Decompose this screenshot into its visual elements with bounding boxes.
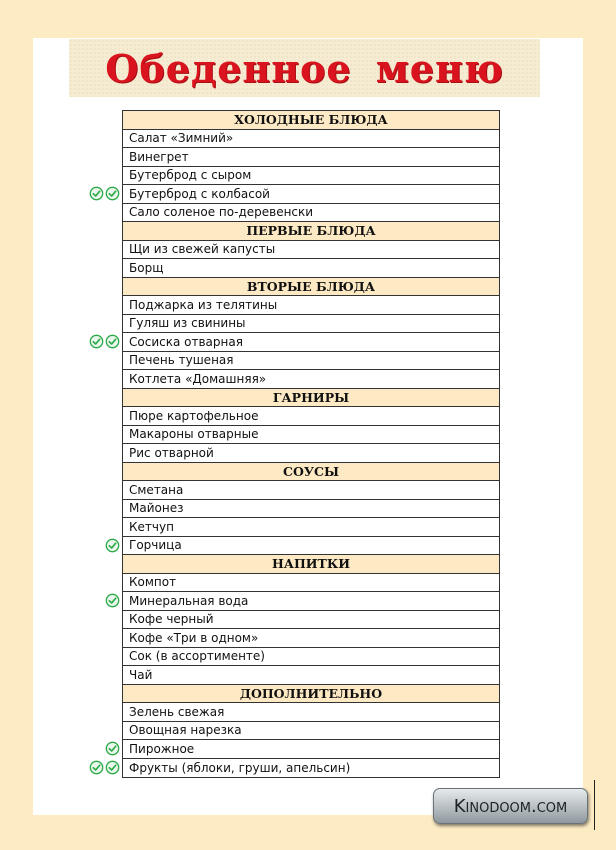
menu-item[interactable]	[123, 666, 499, 685]
check-circle-icon	[105, 334, 120, 349]
menu-item-label: Горчица	[129, 538, 182, 553]
menu-item-label: Кетчуп	[129, 519, 174, 534]
check-marks	[89, 185, 121, 203]
menu-item-label: Печень тушеная	[129, 353, 234, 368]
check-marks	[105, 537, 121, 555]
page-title: Обеденное меню	[105, 45, 504, 91]
menu-item[interactable]	[123, 537, 499, 556]
menu-item[interactable]	[123, 722, 499, 741]
section-header: СОУСЫ	[123, 463, 499, 482]
menu-item[interactable]	[123, 703, 499, 722]
menu-item-label: Овощная нарезка	[129, 723, 242, 738]
menu-item[interactable]	[123, 444, 499, 463]
section-header: ГАРНИРЫ	[123, 389, 499, 408]
menu-item[interactable]	[123, 241, 499, 260]
menu-item[interactable]	[123, 500, 499, 519]
menu-item[interactable]	[123, 352, 499, 371]
section-header: ХОЛОДНЫЕ БЛЮДА	[123, 111, 499, 130]
check-circle-icon	[89, 334, 104, 349]
menu-item-label: Чай	[129, 667, 153, 682]
menu-item-label: Пирожное	[129, 741, 195, 756]
menu-item[interactable]	[123, 592, 499, 611]
check-circle-icon	[105, 741, 120, 756]
check-marks	[89, 759, 121, 778]
menu-item-label: Кофе «Три в одном»	[129, 630, 259, 645]
menu-item[interactable]	[123, 204, 499, 223]
menu-item[interactable]	[123, 370, 499, 389]
menu-item-label: Минеральная вода	[129, 593, 249, 608]
menu-item[interactable]	[123, 333, 499, 352]
menu-item-label: Рис отварной	[129, 445, 214, 460]
menu-item-label: Компот	[129, 575, 177, 590]
menu-item[interactable]	[123, 518, 499, 537]
check-circle-icon	[89, 186, 104, 201]
check-circle-icon	[105, 186, 120, 201]
menu-item-label: Пюре картофельное	[129, 408, 259, 423]
menu-item-label: Гуляш из свинины	[129, 316, 246, 331]
menu-item-label: Салат «Зимний»	[129, 131, 234, 146]
menu-item-label: Кофе черный	[129, 612, 214, 627]
check-circle-icon	[89, 760, 104, 775]
menu-item[interactable]	[123, 185, 499, 204]
menu-table	[122, 110, 500, 778]
menu-item-label: Винегрет	[129, 149, 189, 164]
title-banner	[69, 39, 540, 97]
menu-item[interactable]	[123, 148, 499, 167]
menu-item[interactable]	[123, 574, 499, 593]
menu-item[interactable]	[123, 407, 499, 426]
menu-item[interactable]	[123, 426, 499, 445]
menu-item-label: Майонез	[129, 501, 184, 516]
menu-item[interactable]	[123, 481, 499, 500]
menu-item[interactable]	[123, 315, 499, 334]
menu-item-label: Зелень свежая	[129, 704, 225, 719]
menu-item[interactable]	[123, 167, 499, 186]
menu-item-label: Фрукты (яблоки, груши, апельсин)	[129, 760, 351, 775]
menu-item-label: Бутерброд с сыром	[129, 168, 252, 183]
logo-text: Kinodoom.com	[453, 795, 568, 817]
menu-item-label: Борщ	[129, 260, 164, 275]
menu-item[interactable]	[123, 648, 499, 667]
section-header: ДОПОЛНИТЕЛЬНО	[123, 685, 499, 704]
menu-item-label: Сметана	[129, 482, 184, 497]
menu-item[interactable]	[123, 130, 499, 149]
menu-item[interactable]	[123, 629, 499, 648]
menu-item[interactable]	[123, 259, 499, 278]
menu-item-label: Сосиска отварная	[129, 334, 243, 349]
section-header: ВТОРЫЕ БЛЮДА	[123, 278, 499, 297]
section-header: ПЕРВЫЕ БЛЮДА	[123, 222, 499, 241]
check-marks	[89, 333, 121, 351]
menu-item-label: Бутерброд с колбасой	[129, 186, 270, 201]
menu-item-label: Сок (в ассортименте)	[129, 649, 265, 664]
menu-item-label: Котлета «Домашняя»	[129, 371, 267, 386]
menu-item[interactable]	[123, 611, 499, 630]
check-marks	[105, 592, 121, 610]
menu-item[interactable]	[123, 740, 499, 759]
check-circle-icon	[105, 593, 120, 608]
menu-item-label: Сало соленое по-деревенски	[129, 205, 314, 220]
menu-item-label: Макароны отварные	[129, 427, 259, 442]
menu-item-label: Щи из свежей капусты	[129, 242, 276, 257]
section-header: НАПИТКИ	[123, 555, 499, 574]
menu-item[interactable]	[123, 296, 499, 315]
check-circle-icon	[105, 760, 120, 775]
divider-line	[594, 780, 595, 830]
site-logo[interactable]	[433, 788, 588, 824]
check-circle-icon	[105, 538, 120, 553]
menu-item[interactable]	[123, 759, 499, 778]
check-marks	[105, 740, 121, 758]
menu-item-label: Поджарка из телятины	[129, 297, 278, 312]
